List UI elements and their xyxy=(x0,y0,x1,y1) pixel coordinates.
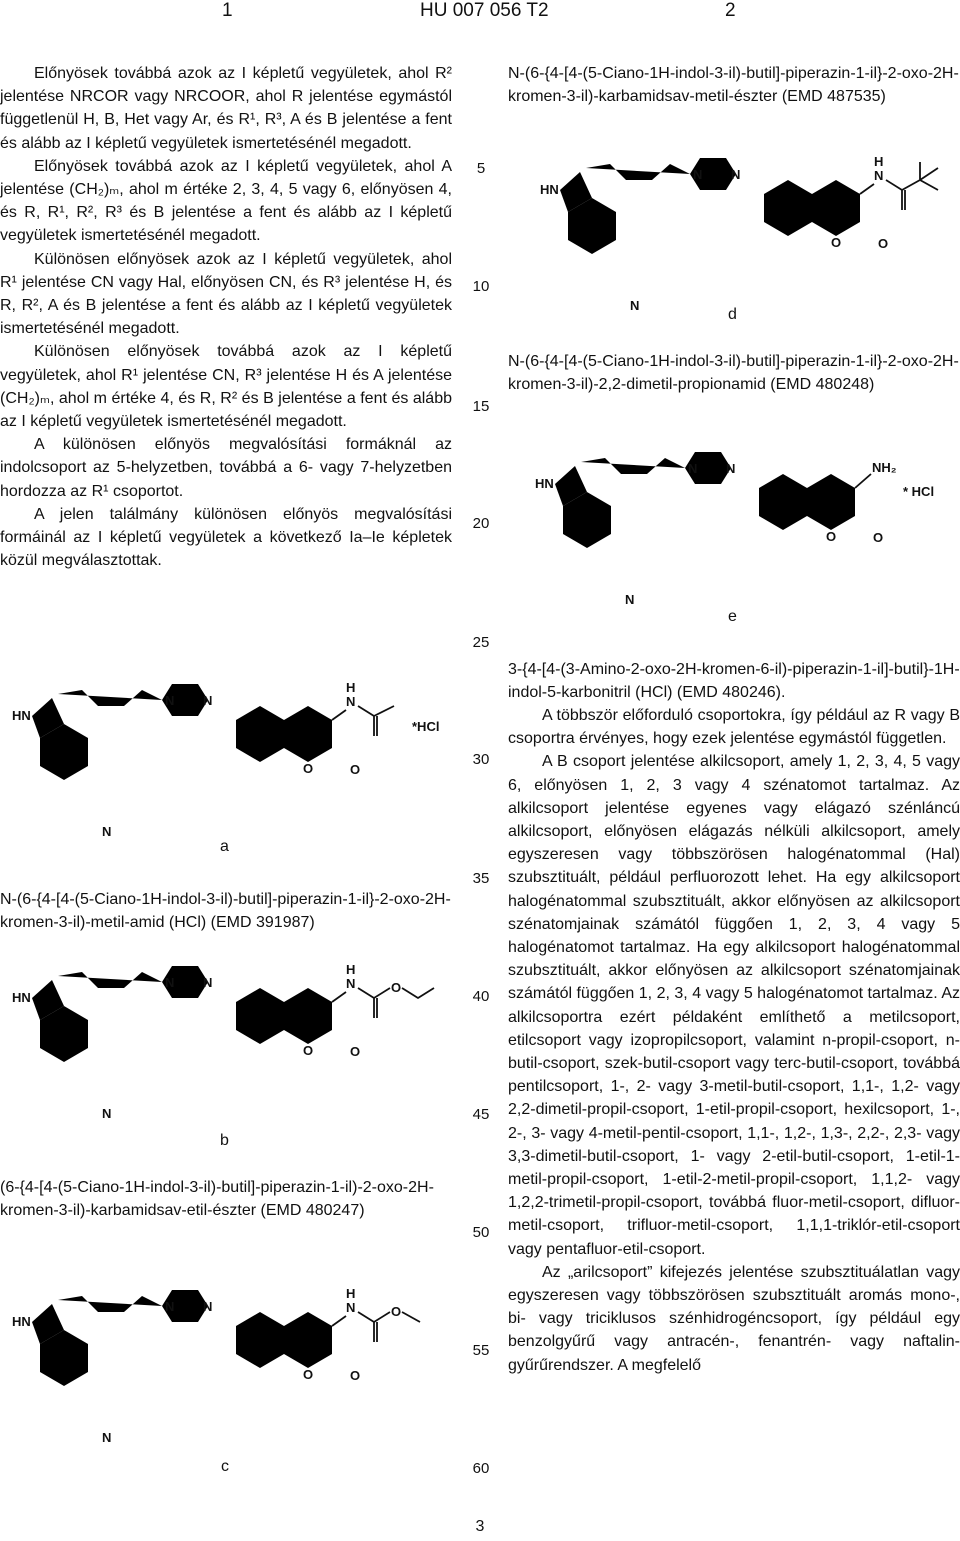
atom-label: N xyxy=(165,1299,175,1314)
atom-label: N xyxy=(726,461,736,476)
atom-label: N xyxy=(203,1299,213,1314)
atom-label: N xyxy=(693,167,703,182)
compound-d-name: N-(6-{4-[4-(5-Ciano-1H-indol-3-il)-butil]-piperazin-1-il}-2-oxo-2H-kromen-3-il)-2,2-dimetil-propionamid (EMD 480248) xyxy=(508,353,959,394)
line-number: 5 xyxy=(476,160,486,177)
atom-label: HN xyxy=(540,182,559,197)
atom-label: O xyxy=(826,529,837,544)
compound-b-name: (6-{4-[4-(5-Ciano-1H-indol-3-il)-butil]-piperazin-1-il)-2-oxo-2H-kromen-3-il)-karbamidsav-etil-észter (EMD 480247) xyxy=(0,1179,434,1220)
atom-label: N xyxy=(625,592,635,607)
atom-label: HN xyxy=(12,1314,31,1329)
atom-label: HN xyxy=(12,708,31,723)
page-number: 3 xyxy=(475,1518,485,1535)
line-number: 50 xyxy=(472,1224,490,1241)
paragraph: Előnyösek továbbá azok az I képletű vegyületek, ahol A jelentése (CH₂)ₘ, ahol m értéke 2, 3, 4, 5 vagy 6, előnyösen 4, és R, R¹, R², R³ és B jelentése a fent és alább az I képletű vegyületek ismertetésénél megadott. xyxy=(0,157,452,245)
line-number: 25 xyxy=(472,634,490,651)
salt-label: * HCl xyxy=(903,484,935,499)
structure-compound-d xyxy=(530,150,960,313)
atom-label: HN xyxy=(12,990,31,1005)
atom-label: N xyxy=(731,167,741,182)
atom-label: O xyxy=(873,530,884,545)
line-number: 20 xyxy=(472,515,490,532)
atom-label: N xyxy=(102,1106,112,1121)
atom-label: H xyxy=(346,680,356,695)
paragraph: Különösen előnyösek azok az I képletű vegyületek, ahol R¹ jelentése CN vagy Hal, előnyösen CN, és R³ jelentése H, és R, R², A és B jelentése a fent és alább az I képletű vegyületek ismertetésénél megadott. xyxy=(0,250,452,338)
compound-e-label: e xyxy=(728,608,737,625)
atom-label: HN xyxy=(535,476,554,491)
atom-label: H xyxy=(346,1286,356,1301)
header-left-col-number: 1 xyxy=(222,0,233,21)
paragraph: A B csoport jelentése alkilcsoport, amely 1, 2, 3, 4, 5 vagy 6, előnyösen 1, 2, 3 vagy 4 szénatomot tartalmaz. Az alkilcsoport jelentése egyenes vagy elágazó szénláncú alkilcsoport, előnyösen elágazás nélküli alkilcsoport, amely egyszeresen vagy többszörösen halogénatommal (Hal) szubsztituált, például perfluorozott lehet. Ha egy alkilcsoport halogénatommal szubsztituált, akkor előnyösen az alkilcsoport szénatomjainak számától függően 1, 2, 3, 4 vagy 5 halogénatomot tartalmaz. Ha egy alkilcsoport halogénatommal szubsztituált, akkor előnyösen az alkilcsoport szénatomjainak számától függően 1, 2, 3, 4 vagy 5 halogénatomot tartalmaz. Az alkilcsoportra ezért példaként említhető a metilcsoport, etilcsoport vagy izopropilcsoport, valamint n-propil-csoport, n-butil-csoport, szek-butil-csoport vagy terc-butil-csoport, továbbá pentilcsoport, 1-, 2- vagy 3-metil-butil-csoport, 1,1-, 1,2- vagy 2,2-dimetil-propil-csoport, 1-etil-propil-csoport, hexilcsoport, 1-, 2-, 3- vagy 4-metil-pentil-csoport, 1,1-, 1,2-, 1,3-, 2,2-, 2,3- vagy 3,3-dimetil-butil-csoport, 1- vagy 2-etil-butil-csoport, 1-etil-1-metil-propil-csoport, 1-etil-2-metil-propil-csoport, 1,1,2- vagy 1,2,2-trimetil-propil-csoport, továbbá fluor-metil-csoport, difluor-metil-csoport, trifluor-metil-csoport, 1,1,1-triklór-etil-csoport vagy pentafluor-etil-csoport. xyxy=(508,753,960,1258)
atom-label: O xyxy=(878,236,889,251)
atom-label: N xyxy=(688,461,698,476)
atom-label: H xyxy=(874,154,884,169)
compound-c-label: c xyxy=(221,1458,229,1475)
paragraph: A különösen előnyös megvalósítási formáknál az indolcsoport az 5-helyzetben, továbbá a 6- vagy 7-helyzetben hordozza az R¹ csoportot. xyxy=(0,436,452,500)
compound-a-name: N-(6-{4-[4-(5-Ciano-1H-indol-3-il)-butil]-piperazin-1-il}-2-oxo-2H-kromen-3-il)-metil-amid (HCl) (EMD 391987) xyxy=(0,891,451,932)
line-number: 15 xyxy=(472,398,490,415)
paragraph: Különösen előnyösek továbbá azok az I képletű vegyületek, ahol R¹ jelentése CN, R³ jelentése H és A jelentése (CH₂)ₘ, ahol m értéke 4, és R, R² és B jelentése a fent és alább az I képletű vegyületek ismertetésénél megadott. xyxy=(0,343,452,431)
compound-b-label: b xyxy=(220,1132,229,1149)
structure-compound-c xyxy=(2,1282,472,1445)
structure-compound-b xyxy=(2,958,472,1121)
paragraph: A többször előforduló csoportokra, így például az R vagy B csoportra érvényes, hogy ezek jelentése egymástól független. xyxy=(508,707,960,748)
header-right-col-number: 2 xyxy=(725,0,736,21)
atom-label: O xyxy=(303,1043,314,1058)
atom-label: N xyxy=(630,298,640,313)
compound-d-label: d xyxy=(728,306,737,323)
paragraph: Előnyösek továbbá azok az I képletű vegyületek, ahol R² jelentése NRCOR vagy NRCOOR, ahol R jelentése egymástól függetlenül H, B, Het vagy Ar, és R¹, R³, A és B jelentése a fent és alább az I képletű vegyületek ismertetésénél megadott. xyxy=(0,65,452,152)
atom-label: O xyxy=(350,1044,361,1059)
atom-label: N xyxy=(346,976,356,991)
atom-label: N xyxy=(346,694,356,709)
atom-label: O xyxy=(350,1368,361,1383)
atom-label: O xyxy=(303,1367,314,1382)
atom-label: N xyxy=(203,975,213,990)
line-number: 45 xyxy=(472,1106,490,1123)
line-number: 30 xyxy=(472,751,490,768)
right-column xyxy=(508,704,960,1377)
line-number: 35 xyxy=(472,870,490,887)
line-number: 55 xyxy=(472,1342,490,1359)
atom-label: N xyxy=(165,693,175,708)
atom-label: O xyxy=(391,1304,402,1319)
atom-label: N xyxy=(165,975,175,990)
left-column xyxy=(0,62,452,572)
atom-label: O xyxy=(831,235,842,250)
atom-label: O xyxy=(350,762,361,777)
atom-label: N xyxy=(102,1430,112,1445)
line-number: 40 xyxy=(472,988,490,1005)
atom-label: N xyxy=(874,168,884,183)
compound-e-name: 3-{4-[4-(3-Amino-2-oxo-2H-kromen-6-il)-piperazin-1-il]-butil}-1H-indol-5-karbonitril (HCl) (EMD 480246). xyxy=(508,661,960,702)
header-title: HU 007 056 T2 xyxy=(420,0,549,21)
atom-label: O xyxy=(391,980,402,995)
line-number: 60 xyxy=(472,1460,490,1477)
paragraph: Az „arilcsoport” kifejezés jelentése szubsztituálatlan vagy egyszeresen vagy többszörösen szubsztituált aromás mono-, bi- vagy triciklusos szénhidrogéncsoport, így például egy benzolgyűrű vagy antracén-, fenantrén- vagy naftalin-gyűrűrendszer. A megfelelő xyxy=(508,1263,960,1374)
paragraph: A jelen találmány különösen előnyös megvalósítási formáinál az I képletű vegyületek a következő Ia–Ie képletek közül megválasztottak. xyxy=(0,505,452,570)
atom-label: N xyxy=(346,1300,356,1315)
structure-compound-a xyxy=(2,676,472,839)
atom-label: N xyxy=(102,824,112,839)
salt-label: *HCl xyxy=(412,719,440,734)
line-number: 10 xyxy=(472,278,490,295)
amine-label: NH₂ xyxy=(872,460,897,475)
compound-a-label: a xyxy=(220,838,229,855)
compound-c-name: N-(6-{4-[4-(5-Ciano-1H-indol-3-il)-butil]-piperazin-1-il}-2-oxo-2H-kromen-3-il)-karbamidsav-metil-észter (EMD 487535) xyxy=(508,65,959,106)
atom-label: O xyxy=(303,761,314,776)
structure-compound-e xyxy=(525,444,955,607)
atom-label: H xyxy=(346,962,356,977)
atom-label: N xyxy=(203,693,213,708)
